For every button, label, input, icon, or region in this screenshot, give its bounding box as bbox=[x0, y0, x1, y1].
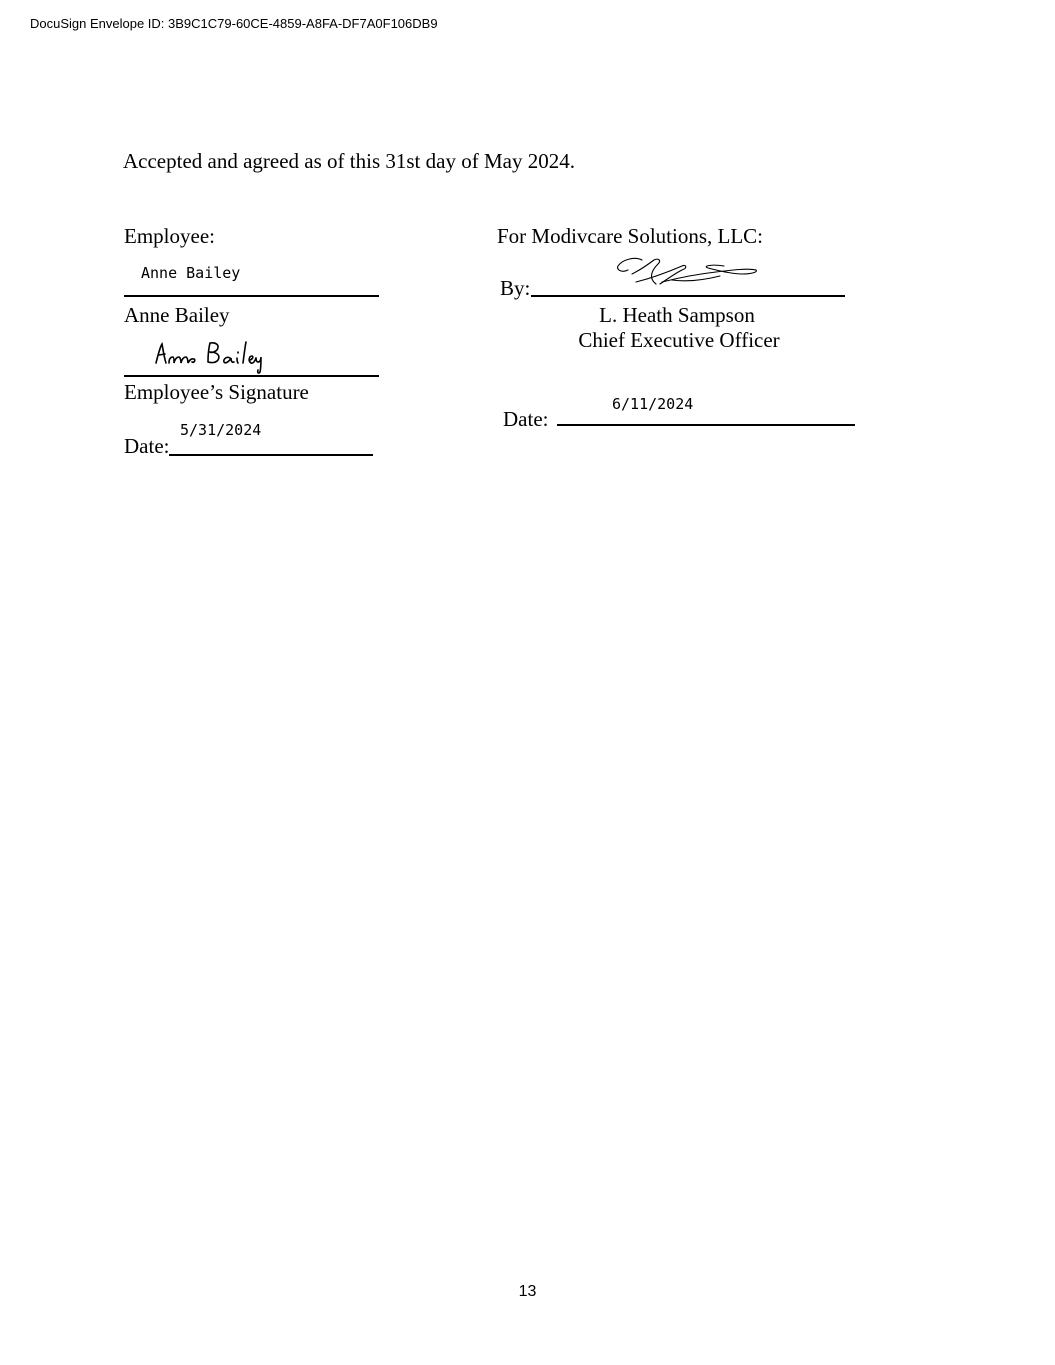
docusign-envelope-id: DocuSign Envelope ID: 3B9C1C79-60CE-4859-A8FA-DF7A0F106DB9 bbox=[30, 16, 438, 31]
employee-signature-image[interactable] bbox=[150, 337, 280, 375]
company-by-label: By: bbox=[500, 276, 531, 300]
company-signature-image[interactable] bbox=[612, 252, 762, 292]
employee-signature-caption: Employee’s Signature bbox=[124, 380, 309, 404]
employee-typed-name-field[interactable]: Anne Bailey bbox=[141, 264, 241, 282]
company-signer-title: Chief Executive Officer bbox=[578, 328, 780, 352]
company-signature-line bbox=[531, 295, 845, 297]
company-date-value[interactable]: 6/11/2024 bbox=[612, 395, 694, 413]
employee-name-line bbox=[124, 295, 379, 297]
employee-date-line bbox=[169, 454, 373, 456]
employee-heading: Employee: bbox=[124, 224, 215, 248]
acceptance-statement: Accepted and agreed as of this 31st day of May 2024. bbox=[123, 149, 575, 173]
company-date-label: Date: bbox=[503, 407, 549, 431]
company-date-line bbox=[557, 424, 855, 426]
company-heading: For Modivcare Solutions, LLC: bbox=[497, 224, 763, 248]
employee-signature-line bbox=[124, 375, 379, 377]
page-number: 13 bbox=[518, 1283, 537, 1300]
employee-printed-name: Anne Bailey bbox=[124, 303, 230, 327]
company-signer-name: L. Heath Sampson bbox=[599, 303, 755, 327]
employee-date-value[interactable]: 5/31/2024 bbox=[180, 421, 262, 439]
employee-date-label: Date: bbox=[124, 434, 170, 458]
